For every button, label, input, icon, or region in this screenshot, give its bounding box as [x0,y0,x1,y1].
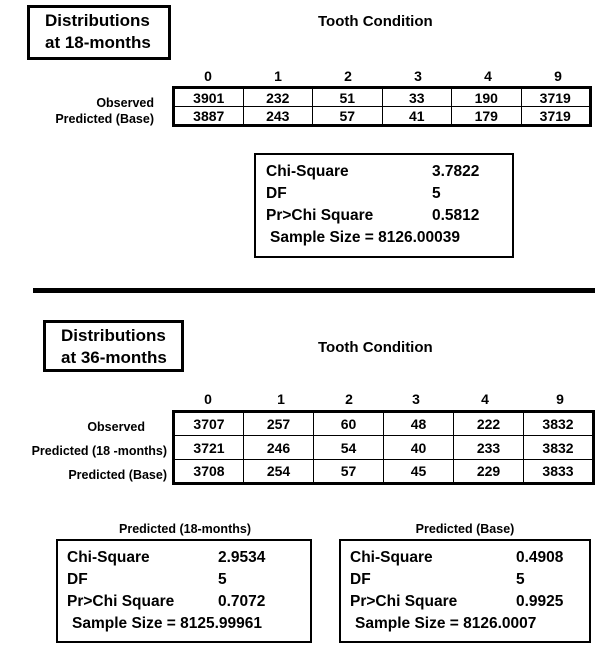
title-line-2: at 36-months [61,348,167,367]
df-label: DF [350,571,371,588]
chi-square-value: 3.7822 [432,163,480,180]
df-value: 5 [218,571,227,588]
table-cell: 179 [452,107,522,126]
row-label-predicted-base: Predicted (Base) [55,112,154,126]
table-row [174,88,591,107]
table-row [174,107,591,126]
p-value-label: Pr>Chi Square [350,593,458,610]
column-header: 4 [481,391,489,407]
table-cell: 57 [313,107,383,126]
chi-square-label: Chi-Square [67,549,150,566]
table-cell: 254 [244,460,314,484]
table-cell: 3832 [524,436,594,460]
chi-square-value: 0.4908 [516,549,564,566]
table-cell: 3887 [174,107,244,126]
row-label-observed: Observed [87,420,145,434]
distribution-table-18 [172,86,592,127]
table-cell: 60 [314,412,384,436]
chi-square-label: Chi-Square [350,549,433,566]
p-value-label: Pr>Chi Square [266,207,374,224]
column-header: 1 [277,391,285,407]
table-cell: 3833 [524,460,594,484]
p-value: 0.9925 [516,593,564,610]
table-cell: 3901 [174,88,244,107]
section-divider [33,288,595,293]
table-cell: 3719 [521,88,591,107]
table-cell: 33 [382,88,452,107]
title-line-1: Distributions [61,326,166,345]
table-cell: 222 [454,412,524,436]
table-cell: 48 [384,412,454,436]
table-cell: 40 [384,436,454,460]
p-value: 0.7072 [218,593,266,610]
title-box-18-months [27,5,171,60]
column-header: 4 [484,68,492,84]
sample-size: Sample Size = 8126.00039 [270,229,461,246]
column-header: 1 [274,68,282,84]
column-header: 9 [556,391,564,407]
table-row [174,460,594,484]
stats-caption-base: Predicted (Base) [415,522,515,536]
table-cell: 45 [384,460,454,484]
column-header: 3 [414,68,422,84]
column-header: 0 [204,391,212,407]
table-cell: 246 [244,436,314,460]
tooth-condition-heading-18: Tooth Condition [318,13,433,30]
column-header: 9 [554,68,562,84]
title-line-1: Distributions [45,11,150,30]
table-cell: 3719 [521,107,591,126]
tooth-condition-heading-36: Tooth Condition [318,339,433,356]
stats-caption-18-months: Predicted (18-months) [119,522,251,536]
column-header: 0 [204,68,212,84]
title-line-2: at 18-months [45,33,151,52]
row-label-predicted-18-months: Predicted (18 -months) [31,444,167,458]
df-value: 5 [432,185,441,202]
chi-square-box-18-months [56,539,312,643]
table-cell: 233 [454,436,524,460]
table-cell: 257 [244,412,314,436]
column-header: 2 [345,391,353,407]
table-cell: 3707 [174,412,244,436]
row-label-observed: Observed [96,96,154,110]
df-label: DF [67,571,88,588]
table-row [174,412,594,436]
sample-size: Sample Size = 8126.0007 [355,615,537,632]
title-box-36-months [43,320,184,372]
sample-size: Sample Size = 8125.99961 [72,615,263,632]
df-value: 5 [516,571,525,588]
df-label: DF [266,185,287,202]
table-cell: 3832 [524,412,594,436]
table-cell: 190 [452,88,522,107]
distribution-table-36 [172,410,595,485]
table-cell: 3721 [174,436,244,460]
table-cell: 232 [243,88,313,107]
column-header: 3 [412,391,420,407]
column-header: 2 [344,68,352,84]
table-cell: 41 [382,107,452,126]
chi-square-value: 2.9534 [218,549,266,566]
chi-square-label: Chi-Square [266,163,349,180]
p-value-label: Pr>Chi Square [67,593,175,610]
table-row [174,436,594,460]
p-value: 0.5812 [432,207,480,224]
table-cell: 54 [314,436,384,460]
chi-square-box-base [339,539,591,643]
table-cell: 229 [454,460,524,484]
table-cell: 3708 [174,460,244,484]
chi-square-box-18 [254,153,514,258]
table-cell: 51 [313,88,383,107]
row-label-predicted-base: Predicted (Base) [68,468,167,482]
table-cell: 57 [314,460,384,484]
table-cell: 243 [243,107,313,126]
